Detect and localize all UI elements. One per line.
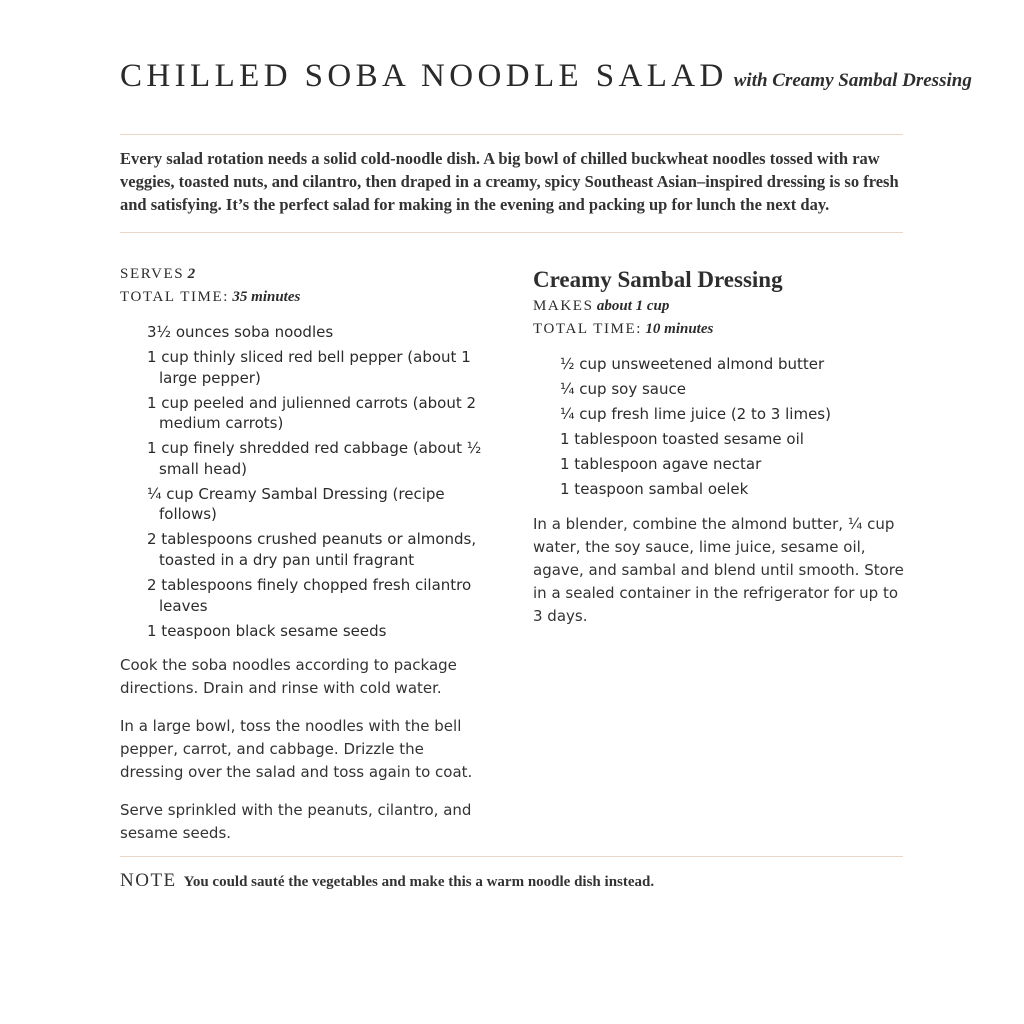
intro-paragraph: Every salad rotation needs a solid cold-noodle dish. A big bowl of chilled buckwheat noodles tossed with raw veggies, toasted nuts, and cilantro, then draped in a creamy, spicy Southeast Asian–inspired dressing is so fresh and satisfying. It’s the perfect salad for making in the evening and packing up for lunch the next day. (120, 149, 899, 215)
dressing-time-line (533, 318, 905, 341)
salad-time-label: TOTAL TIME: (120, 288, 230, 305)
ingredient-item: 1 teaspoon black sesame seeds (147, 621, 387, 640)
dressing-steps (533, 513, 905, 628)
step-paragraph: Serve sprinkled with the peanuts, cilantro, and sesame seeds. (120, 801, 472, 843)
ingredient-item: ¼ cup fresh lime juice (2 to 3 limes) (560, 405, 831, 424)
ingredient-item: ¼ cup soy sauce (560, 380, 686, 399)
serves-value: 2 (187, 266, 196, 282)
divider-top (120, 134, 903, 135)
salad-steps (120, 654, 492, 845)
ingredient-item: ½ cup unsweetened almond butter (560, 355, 825, 373)
makes-line (533, 295, 905, 318)
note-row (120, 870, 654, 892)
ingredient-item: 2 tablespoons finely chopped fresh cilantro leaves (147, 576, 472, 615)
ingredient-item: 1 tablespoon toasted sesame oil (560, 430, 804, 449)
dressing-column (533, 266, 905, 643)
divider-intro (120, 232, 903, 233)
serves-line (120, 263, 492, 286)
serves-label: SERVES (120, 266, 185, 282)
dressing-ingredient-list (560, 354, 905, 500)
dressing-time-value: 10 minutes (645, 320, 714, 337)
salad-column (120, 263, 492, 860)
ingredient-item: 1 teaspoon sambal oelek (560, 480, 749, 499)
ingredient-item: 1 cup thinly sliced red bell pepper (about 1 large pepper) (147, 348, 471, 387)
ingredient-item: 1 tablespoon agave nectar (560, 455, 762, 474)
divider-note (120, 856, 903, 857)
recipe-title-row (120, 58, 972, 95)
makes-label: MAKES (533, 298, 594, 314)
step-paragraph: In a blender, combine the almond butter, ¼ cup water, the soy sauce, lime juice, sesame oil, agave, and sambal and blend until smooth. Store in a sealed container in the refrigerator for up to 3 days. (533, 514, 904, 625)
dressing-time-label: TOTAL TIME: (533, 320, 643, 337)
ingredient-item: 3½ ounces soba noodles (147, 323, 334, 341)
ingredient-item: 2 tablespoons crushed peanuts or almonds, toasted in a dry pan until fragrant (147, 530, 477, 569)
ingredient-item: ¼ cup Creamy Sambal Dressing (recipe follows) (147, 484, 445, 524)
recipe-title: CHILLED SOBA NOODLE SALAD (120, 58, 728, 94)
salad-ingredient-list (147, 322, 489, 641)
note-label: NOTE (120, 870, 177, 891)
dressing-meta (533, 295, 905, 340)
ingredient-item: 1 cup finely shredded red cabbage (about ½ small head) (147, 439, 482, 478)
ingredient-item: 1 cup peeled and julienned carrots (about 2 medium carrots) (147, 393, 477, 433)
makes-value: about 1 cup (596, 298, 670, 314)
dressing-heading: Creamy Sambal Dressing (533, 267, 783, 292)
salad-meta (120, 263, 492, 308)
note-text: You could sauté the vegetables and make this a warm noodle dish instead. (183, 874, 655, 890)
recipe-subtitle: with Creamy Sambal Dressing (733, 70, 972, 91)
salad-time-line (120, 286, 492, 309)
step-paragraph: In a large bowl, toss the noodles with the bell pepper, carrot, and cabbage. Drizzle the dressing over the salad and toss again to coat. (120, 717, 473, 782)
salad-time-value: 35 minutes (232, 288, 301, 305)
step-paragraph: Cook the soba noodles according to package directions. Drain and rinse with cold water. (120, 656, 457, 698)
